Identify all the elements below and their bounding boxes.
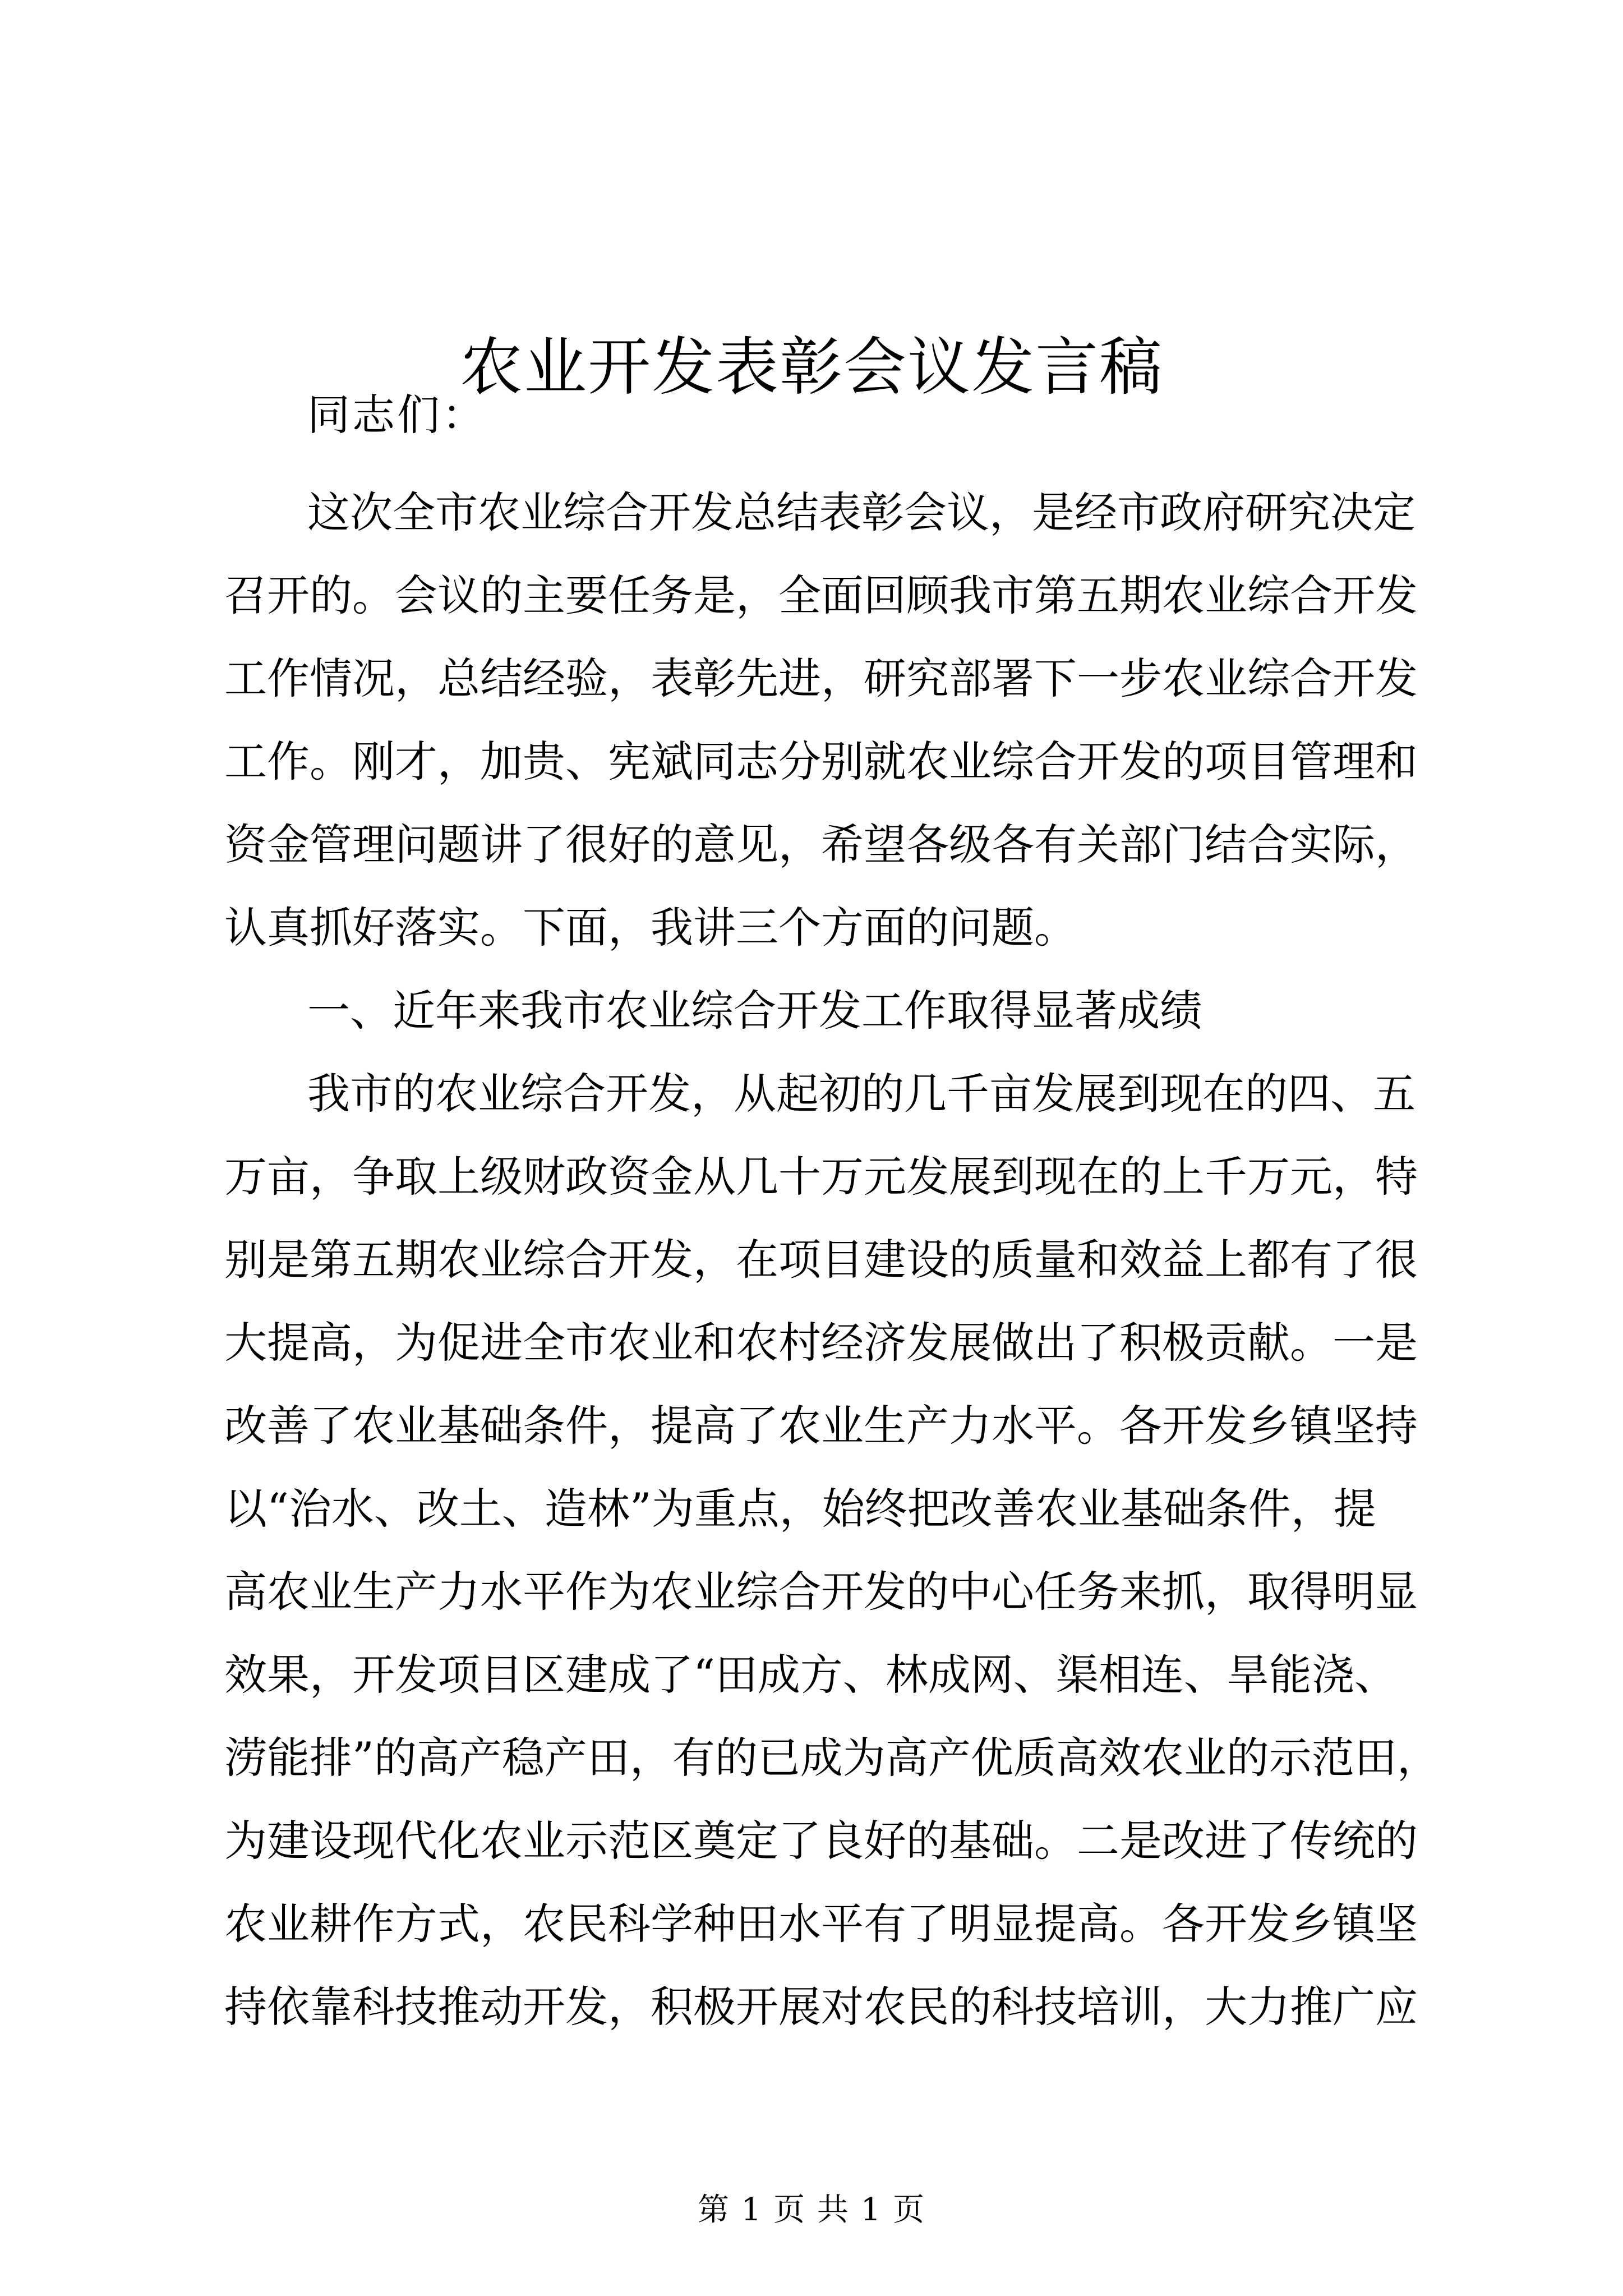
body-line-13: 以“治水、改土、造林”为重点，始终把改善农业基础条件，提 [224,1484,1376,1534]
body-line-8: 我市的农业综合开发，从起初的几千亩发展到现在的四、五 [307,1069,1415,1119]
body-line-3: 工作情况，总结经验，表彰先进，研究部署下一步农业综合开发 [224,654,1418,703]
body-line-15: 效果，开发项目区建成了“田成方、林成网、渠相连、旱能浇、 [224,1650,1397,1700]
body-line-1: 这次全市农业综合开发总结表彰会议，是经市政府研究决定 [307,487,1415,537]
page-footer: 第 1 页 共 1 页 [697,2192,926,2228]
document-title: 农业开发表彰会议发言稿 [460,331,1163,404]
body-line-6: 认真抓好落实。下面，我讲三个方面的问题。 [224,903,1077,953]
body-line-12: 改善了农业基础条件，提高了农业生产力水平。各开发乡镇坚持 [224,1401,1418,1451]
body-line-10: 别是第五期农业综合开发，在项目建设的质量和效益上都有了很 [224,1235,1418,1285]
body-line-19: 持依靠科技推动开发，积极开展对农民的科技培训，大力推广应 [224,1982,1418,2032]
body-line-14: 高农业生产力水平作为农业综合开发的中心任务来抓，取得明显 [224,1567,1418,1617]
body-line-4: 工作。刚才，加贵、宪斌同志分别就农业综合开发的项目管理和 [224,737,1418,786]
body-line-18: 农业耕作方式，农民科学种田水平有了明显提高。各开发乡镇坚 [224,1899,1418,1949]
body-line-17: 为建设现代化农业示范区奠定了良好的基础。二是改进了传统的 [224,1816,1418,1866]
body-line-2: 召开的。会议的主要任务是，全面回顾我市第五期农业综合开发 [224,570,1418,620]
body-line-16: 涝能排”的高产稳产田，有的已成为高产优质高效农业的示范田， [224,1733,1440,1783]
body-line-11: 大提高，为促进全市农业和农村经济发展做出了积极贡献。一是 [224,1318,1418,1368]
body-line-5: 资金管理问题讲了很好的意见，希望各级各有关部门结合实际， [224,820,1418,869]
section-heading-1: 一、近年来我市农业综合开发工作取得显著成绩 [307,986,1202,1036]
body-line-9: 万亩，争取上级财政资金从几十万元发展到现在的上千万元，特 [224,1152,1418,1202]
salutation: 同志们： [307,390,487,440]
